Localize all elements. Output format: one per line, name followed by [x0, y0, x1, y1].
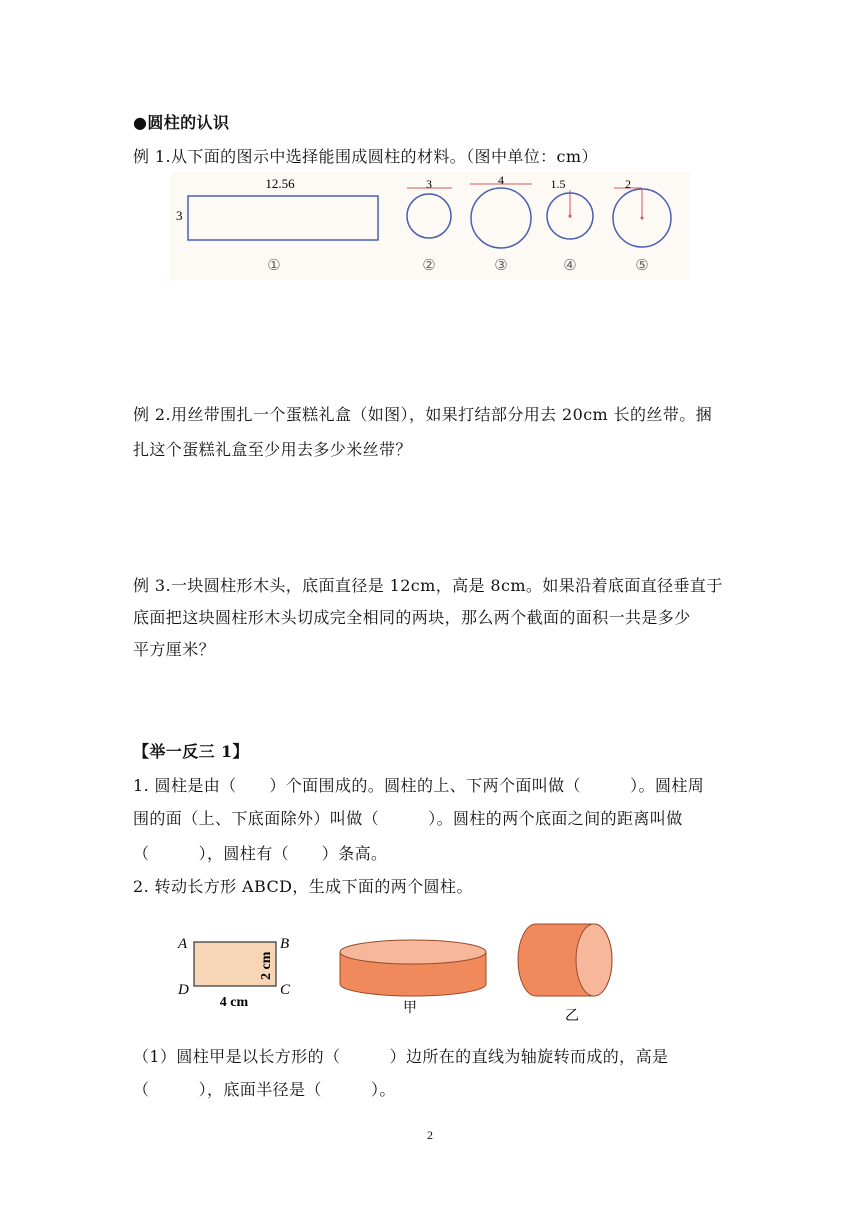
cylinder-yi-label: 乙	[565, 1009, 579, 1024]
corner-d: D	[178, 982, 189, 998]
example-2-line-1: 例 2.用丝带围扎一个蛋糕礼盒（如图），如果打结部分用去 20cm 长的丝带。捆	[133, 405, 713, 424]
example-3-line-3: 平方厘米？	[133, 640, 216, 659]
question-2-sub-1-line-2: （ ），底面半径是（ ）。	[133, 1080, 396, 1099]
question-2-figure	[170, 912, 650, 1024]
item-label-1: ①	[267, 258, 281, 274]
item-label-5: ⑤	[635, 258, 649, 274]
example-2-line-2: 扎这个蛋糕礼盒至少用去多少米丝带？	[133, 440, 412, 459]
corner-b: B	[280, 936, 290, 952]
question-1-line-3: （ ），圆柱有（ ）条高。	[133, 844, 388, 863]
item-label-2: ②	[422, 258, 436, 274]
practice-title: 【举一反三 1】	[133, 742, 249, 761]
question-1-line-1: 1. 圆柱是由（ ）个面围成的。圆柱的上、下两个面叫做（ ）。圆柱周	[133, 776, 705, 795]
height-label: 2 cm	[259, 951, 274, 980]
item-label-4: ④	[563, 258, 577, 274]
example-1-text: 例 1.从下面的图示中选择能围成圆柱的材料。（图中单位：cm）	[133, 147, 598, 166]
example-3-line-1: 例 3.一块圆柱形木头，底面直径是 12cm，高是 8cm。如果沿着底面直径垂直于	[133, 576, 723, 595]
rect-height-label: 3	[176, 208, 183, 223]
cylinder-jia-top	[340, 940, 486, 964]
rect-width-label: 12.56	[265, 176, 295, 191]
circle-2-label: 3	[426, 177, 432, 191]
example-3-line-2: 底面把这块圆柱形木头切成完全相同的两块，那么两个截面的面积一共是多少	[133, 608, 691, 627]
example-1-figure	[170, 172, 690, 280]
cylinder-yi-end	[576, 924, 612, 996]
cylinder-jia-label: 甲	[403, 1001, 417, 1016]
width-label: 4 cm	[219, 995, 249, 1010]
question-2-text: 2. 转动长方形 ABCD，生成下面的两个圆柱。	[133, 877, 473, 896]
item-label-3: ③	[494, 258, 508, 274]
circle-4-label: 1.5	[550, 177, 566, 191]
section-title: ●圆柱的认识	[133, 113, 230, 132]
corner-a: A	[178, 936, 188, 952]
question-2-sub-1-line-1: （1）圆柱甲是以长方形的（ ）边所在的直线为轴旋转而成的，高是	[133, 1047, 669, 1066]
corner-c: C	[280, 982, 291, 998]
circle-3-label: 4	[498, 173, 504, 187]
circle-5-label: 2	[625, 177, 631, 191]
page-number: 2	[427, 1128, 433, 1142]
question-1-line-2: 围的面（上、下底面除外）叫做（ ）。圆柱的两个底面之间的距离叫做	[133, 809, 683, 828]
